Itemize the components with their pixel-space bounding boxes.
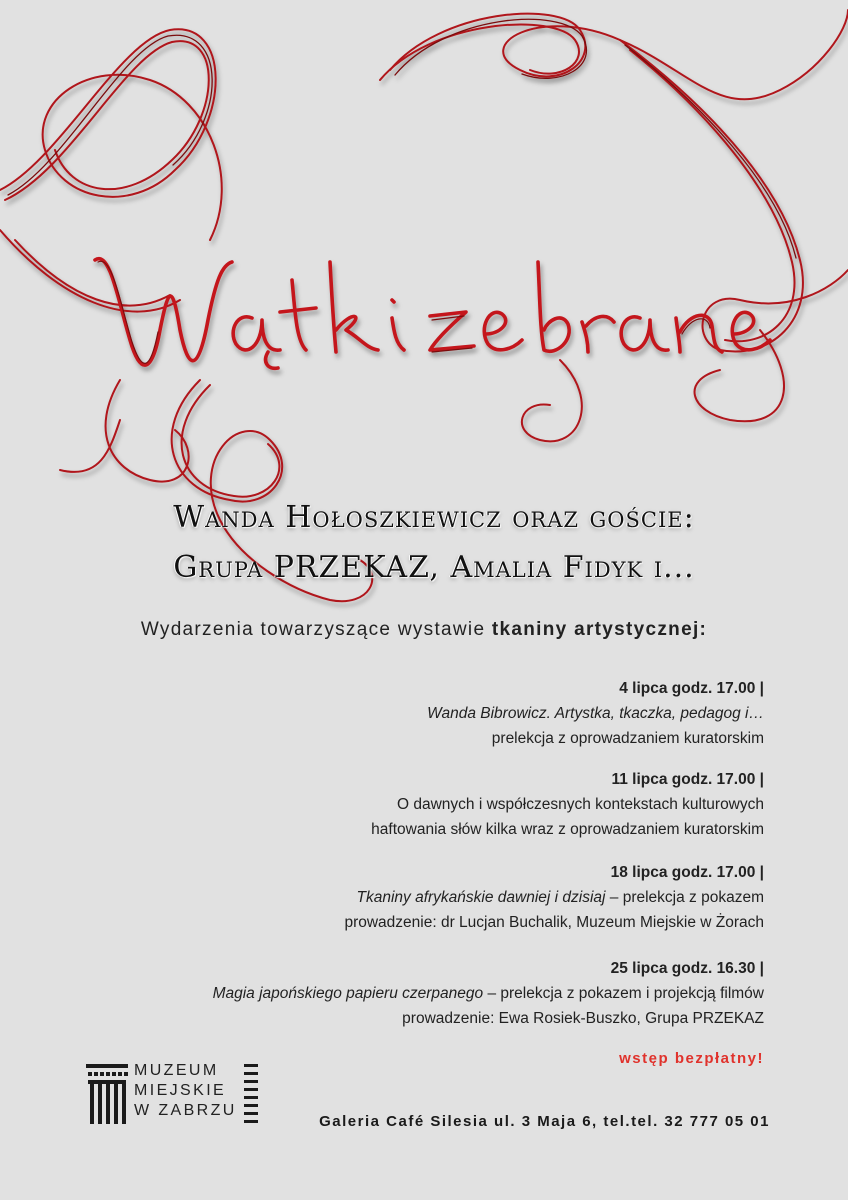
museum-logo-text xyxy=(134,1061,237,1121)
thread-strand xyxy=(182,385,280,497)
logo-line: MUZEUM xyxy=(134,1062,219,1079)
event-title: Tkaniny afrykańskie dawniej i dzisiaj xyxy=(356,889,606,906)
subtitle-line-2: Grupa PRZEKAZ, Amalia Fidyk i... xyxy=(173,550,695,585)
thread-strand xyxy=(620,40,848,352)
museum-logo xyxy=(86,1058,266,1130)
venue-address: Galeria Café Silesia ul. 3 Maja 6, tel.tel. 32 777 05 01 xyxy=(319,1113,770,1130)
thread-strand xyxy=(5,41,209,200)
event-3 xyxy=(64,860,764,935)
thread-strand xyxy=(15,240,170,306)
thread-strand xyxy=(395,19,586,78)
title-letter-e2 xyxy=(732,312,770,349)
intro-bold: tkaniny artystycznej: xyxy=(491,619,708,640)
event-description: prelekcja z oprowadzaniem kuratorskim xyxy=(491,730,764,747)
title-letter-ogonek xyxy=(266,352,278,368)
event-1 xyxy=(64,676,764,751)
event-2 xyxy=(64,767,764,842)
event-title: O dawnych i współczesnych kontekstach kulturowych xyxy=(397,796,764,813)
title-letter-e xyxy=(484,312,522,349)
thread-strand xyxy=(522,360,582,441)
title-letter-b xyxy=(538,262,569,351)
thread-strand xyxy=(0,230,180,312)
title-letter-t xyxy=(280,280,316,350)
free-entry-note: wstęp bezpłatny! xyxy=(619,1050,764,1067)
event-title: Magia japońskiego papieru czerpanego xyxy=(212,985,484,1002)
title-letter-a xyxy=(233,317,280,350)
title-letter-W-shade xyxy=(98,261,158,363)
thread-strand xyxy=(695,330,784,421)
subtitle-line-1: Wanda Hołoszkiewicz oraz goście: xyxy=(173,500,695,535)
event-title-rest: – prelekcja z pokazem i projekcją filmów xyxy=(483,985,764,1002)
title-letter-r xyxy=(582,316,614,352)
logo-line: W ZABRZU xyxy=(134,1102,237,1119)
event-date: 18 lipca godz. 17.00 | xyxy=(610,864,764,881)
logo-line: MIEJSKIE xyxy=(134,1082,227,1099)
event-title-rest: – prelekcja z pokazem xyxy=(605,889,764,906)
thread-strand xyxy=(106,380,189,482)
event-date: 11 lipca godz. 17.00 | xyxy=(611,771,764,788)
thread-strand xyxy=(390,10,848,99)
thread-strand xyxy=(0,29,222,240)
event-description: haftowania słów kilka wraz z oprowadzaniem kuratorskim xyxy=(371,821,764,838)
event-title: Wanda Bibrowicz. Artystka, tkaczka, pedagog i… xyxy=(427,705,764,722)
event-description: prowadzenie: dr Lucjan Buchalik, Muzeum Miejskie w Żorach xyxy=(344,914,764,931)
title-letter-a2 xyxy=(621,317,668,350)
event-description: prowadzenie: Ewa Rosiek-Buszko, Grupa PRZEKAZ xyxy=(402,1010,764,1027)
title-letter-i xyxy=(392,300,404,350)
title-letter-n xyxy=(676,315,722,352)
thread-strand xyxy=(625,45,796,258)
title-letter-k xyxy=(330,262,378,352)
event-date: 25 lipca godz. 16.30 | xyxy=(610,960,764,977)
intro-text: Wydarzenia towarzyszące wystawie xyxy=(140,619,486,640)
event-title-line xyxy=(64,981,764,1006)
thread-strand xyxy=(8,35,212,195)
event-date: 4 lipca godz. 17.00 | xyxy=(619,680,764,697)
intro-line xyxy=(0,619,848,641)
thread-strand xyxy=(60,420,120,472)
event-4 xyxy=(64,956,764,1031)
event-title-line xyxy=(64,885,764,910)
title-letter-W xyxy=(95,259,232,365)
